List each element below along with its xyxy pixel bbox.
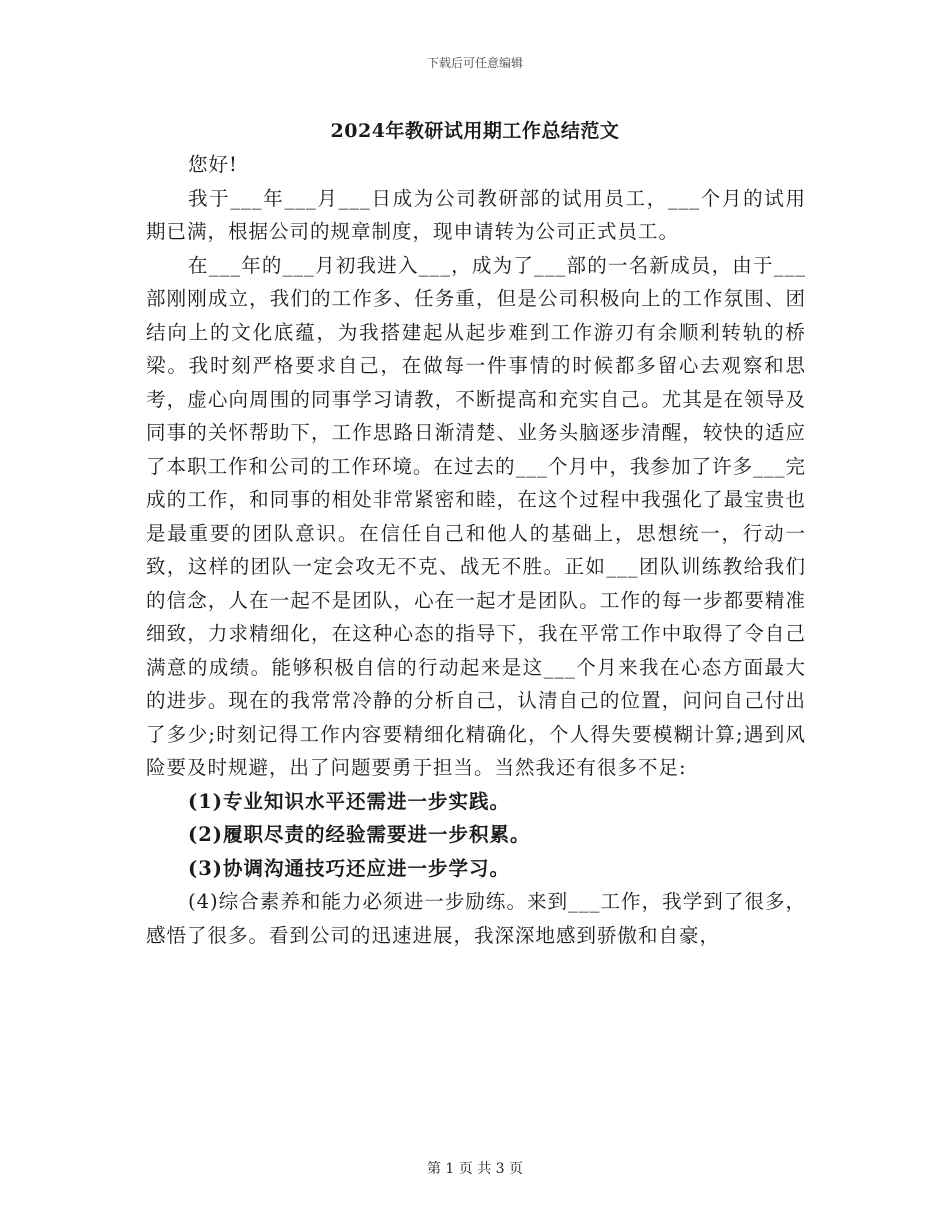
shortcoming-item-2: (2)履职尽责的经验需要进一步积累。 [188, 823, 531, 846]
shortcoming-item-4: (4)综合素养和能力必须进一步励练。来到___工作，我学到了很多，感悟了很多。看到公司的迅速进展，我深深地感到骄傲和自豪， [146, 890, 806, 947]
greeting-paragraph: 您好! [188, 153, 238, 176]
body-paragraph-main: 在___年的___月初我进入___，成为了___部的一名新成员，由于___部刚刚成立，我们的工作多、任务重，但是公司积极向上的工作氛围、团结向上的文化底蕴，为我搭建起从起步难到工作游刃有余顺利转轨的桥梁。我时刻严格要求自己，在做每一件事情的时候都多留心去观察和思考，虚心向周围的同事学习请教，不断提高和充实自己。尤其是在领导及同事的关怀帮助下，工作思路日渐清楚、业务头脑逐步清醒，较快的适应了本职工作和公司的工作环境。在过去的___个月中，我参加了许多___完成的工作，和同事的相处非常紧密和睦，在这个过程中我强化了最宝贵也是最重要的团队意识。在信任自己和他人的基础上，思想统一，行动一致，这样的团队一定会攻无不克、战无不胜。正如___团队训练教给我们的信念，人在一起不是团队，心在一起才是团队。工作的每一步都要精准细致，力求精细化，在这种心态的指导下，我在平常工作中取得了令自己满意的成绩。能够积极自信的行动起来是这___个月来我在心态方面最大的进步。现在的我常常冷静的分析自己，认清自己的位置，问问自己付出了多少;时刻记得工作内容要精细化精确化，个人得失要模糊计算;遇到风险要及时规避，出了问题要勇于担当。当然我还有很多不足: [146, 253, 806, 779]
document-title: 2024年教研试用期工作总结范文 [330, 120, 620, 142]
shortcoming-item-1: (1)专业知识水平还需进一步实践。 [188, 789, 511, 813]
page-footer: 第 1 页 共 3 页 [426, 1161, 524, 1177]
body-paragraph-intro: 我于___年___月___日成为公司教研部的试用员工，___个月的试用期已满，根据公司的规章制度，现申请转为公司正式员工。 [146, 186, 806, 243]
shortcoming-item-3: (3)协调沟通技巧还应进一步学习。 [188, 856, 511, 880]
document-body [146, 148, 806, 952]
header-note: 下载后可任意编辑 [426, 56, 523, 70]
